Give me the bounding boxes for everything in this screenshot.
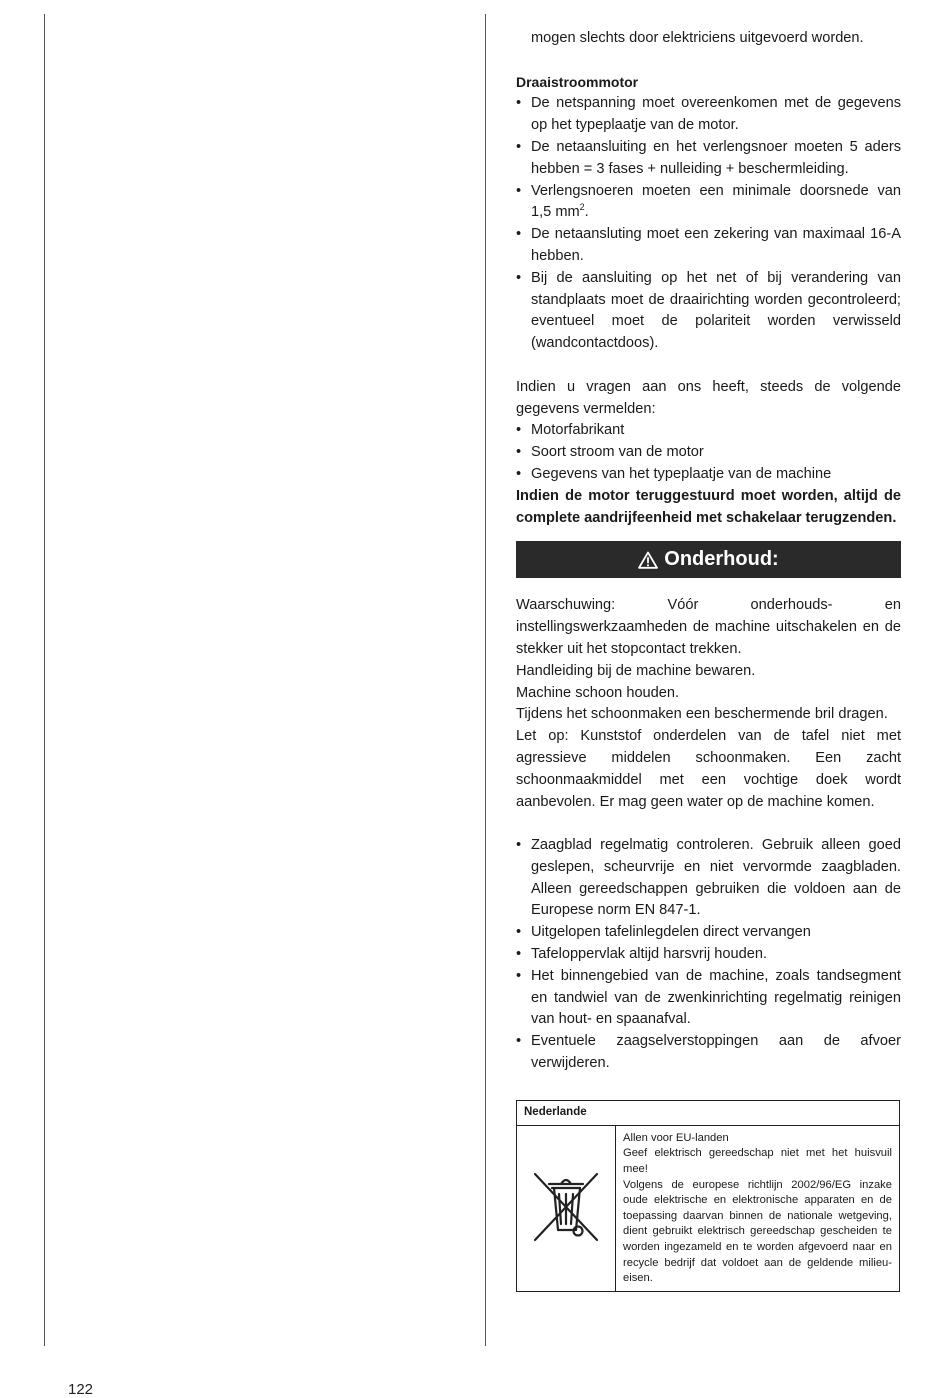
period: .	[584, 204, 589, 221]
list-item: • De netspanning moet overeenkomen met de gegevens op het typeplaatje van de motor.	[516, 93, 901, 137]
list-item: • Soort stroom van de motor	[516, 442, 901, 464]
warning-triangle-icon	[638, 551, 658, 569]
disposal-line: Geef elektrisch gereedschap niet met het huisvuil mee!	[623, 1147, 892, 1176]
list-item: • De netaansluiting en het verlengsnoer moeten 5 aders hebben = 3 fases + nulleiding + beschermleiding.	[516, 137, 901, 181]
maintenance-list	[516, 835, 901, 1075]
three-phase-list	[516, 93, 901, 355]
three-phase-heading: Draaistroommotor	[516, 73, 639, 90]
column-divider-rule	[485, 14, 486, 1346]
maintenance-caution: Let op: Kunststof onderdelen van de tafel niet met agressieve middelen schoonmaken. Een zacht schoonmaakmiddel met een vochtige doek wordt aanbevolen. Er mag geen water op de machine komen.	[516, 728, 901, 810]
list-item: • Bij de aansluiting op het net of bij verandering van standplaats moet de draairichting worden gecontroleerd; eventueel moet de polariteit worden verwisseld (wandcontactdoos).	[516, 268, 901, 355]
list-item: • Eventuele zaagselverstoppingen aan de afvoer verwijderen.	[516, 1031, 901, 1075]
superscript: 2	[579, 202, 585, 213]
list-item	[516, 181, 901, 225]
left-margin-rule	[44, 14, 45, 1346]
return-note: Indien de motor teruggestuurd moet worden, altijd de complete aandrijfeenheid met schakelaar terugzenden.	[516, 487, 901, 526]
list-item: • Gegevens van het typeplaatje van de machine	[516, 464, 901, 486]
intro-line: mogen slechts door elektriciens uitgevoerd worden.	[531, 30, 864, 46]
disposal-text	[616, 1126, 899, 1291]
page-number: 122	[68, 1381, 94, 1398]
disposal-line: Volgens de europese richtlijn 2002/96/EG inzake oude elektrische en elektronische apparaten en de toepassing daarvan binnen de nationale wetgeving, dient gebruikt elektrisch gereedschap gescheiden te worden ingezameld en te worden afgevoerd naar en recycle bedrijf dat voldoet aan de geldende milieu-eisen.	[623, 1178, 892, 1285]
list-item: • Tafeloppervlak altijd harsvrij houden.	[516, 944, 901, 966]
disposal-box	[516, 1100, 900, 1292]
maintenance-warning: Waarschuwing: Vóór onderhouds- en instellingswerkzaamheden de machine uitschakelen en de stekker uit het stopcontact trekken.	[516, 597, 901, 657]
maintenance-line: Tijdens het schoonmaken een beschermende bril dragen.	[516, 706, 888, 723]
maintenance-title: Onderhoud:	[664, 547, 779, 570]
list-item: • Motorfabrikant	[516, 420, 901, 442]
maintenance-line: Handleiding bij de machine bewaren.	[516, 662, 756, 679]
cross-section-text: Verlengsnoeren moeten een minimale doorsnede van 1,5 mm	[531, 182, 901, 221]
list-item: • Zaagblad regelmatig controleren. Gebruik alleen goed geslepen, scheurvrije en niet vervormde zaagbladen. Alleen gereedschappen gebruiken die voldoen aan de Europese norm EN 847-1.	[516, 835, 901, 922]
maintenance-banner	[516, 541, 901, 578]
list-item: • De netaansluting moet een zekering van maximaal 16-A hebben.	[516, 224, 901, 268]
maintenance-line: Machine schoon houden.	[516, 684, 680, 701]
list-item: • Het binnengebied van de machine, zoals tandsegment en tandwiel van de zwenkinrichting regelmatig reinigen van hout- en spaanafval.	[516, 966, 901, 1031]
disposal-line: Allen voor EU-landen	[623, 1131, 729, 1144]
disposal-icon-cell	[517, 1126, 616, 1291]
inquiry-text: Indien u vragen aan ons heeft, steeds de volgende gegevens vermelden:	[516, 378, 901, 417]
crossed-out-wheelie-bin-icon	[525, 1164, 607, 1254]
inquiry-list	[516, 420, 901, 485]
list-item: • Uitgelopen tafelinlegdelen direct vervangen	[516, 922, 901, 944]
disposal-country: Nederlande	[517, 1101, 899, 1126]
right-column	[516, 28, 901, 1292]
